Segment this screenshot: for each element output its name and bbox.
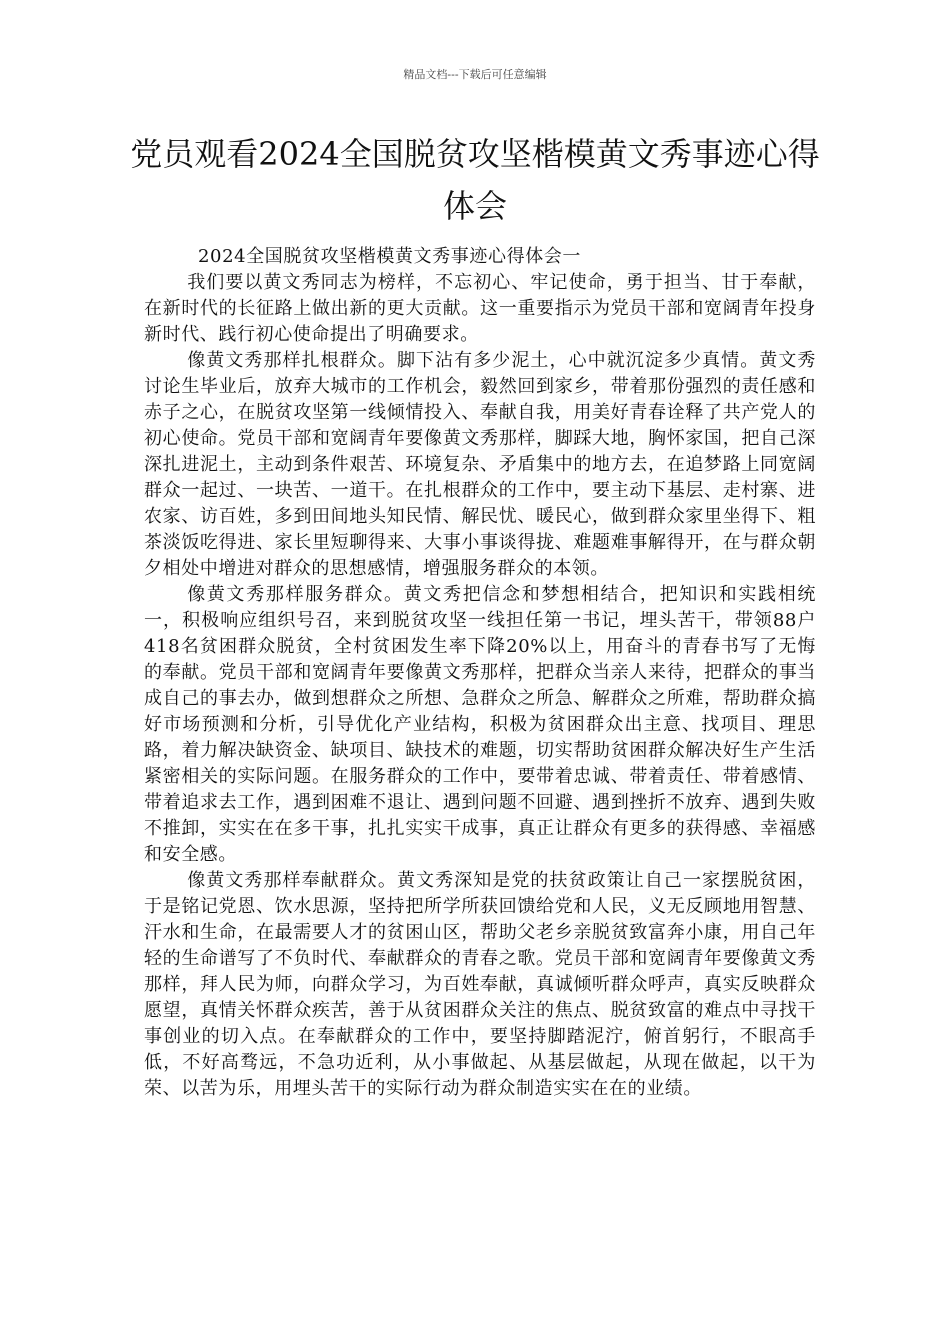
- paragraph-dedicate: 像黄文秀那样奉献群众。黄文秀深知是党的扶贫政策让自己一家摆脱贫困，于是铭记党恩、饮水思源，坚持把所学所获回馈给党和人民，义无反顾地用智慧、汗水和生命，在最需要人才的贫困山区，帮助父老乡亲脱贫致富奔小康，用自己年轻的生命谱写了不负时代、奉献群众的青春之歌。党员干部和宽阔青年要像黄文秀那样，拜人民为师，向群众学习，为百姓奉献，真诚倾听群众呼声，真实反映群众愿望，真情关怀群众疾苦，善于从贫困群众关注的焦点、脱贫致富的难点中寻找干事创业的切入点。在奉献群众的工作中，要坚持脚踏泥泞，俯首躬行，不眼高手低，不好高骛远，不急功近利，从小事做起、从基层做起，从现在做起，以干为荣、以苦为乐，用埋头苦干的实际行动为群众制造实实在在的业绩。: [144, 870, 816, 1099]
- document-title: 党员观看2024全国脱贫攻坚楷模黄文秀事迹心得体会: [130, 135, 820, 225]
- header-note: 精品文档---下载后可任意编辑: [403, 68, 547, 81]
- paragraph-intro: 我们要以黄文秀同志为榜样，不忘初心、牢记使命，勇于担当、甘于奉献，在新时代的长征路上做出新的更大贡献。这一重要指示为党员干部和宽阔青年投身新时代、践行初心使命提出了明确要求。: [144, 272, 816, 345]
- paragraph-serve: 像黄文秀那样服务群众。黄文秀把信念和梦想相结合，把知识和实践相统一，积极响应组织号召，来到脱贫攻坚一线担任第一书记，埋头苦干，带领88户418名贫困群众脱贫，全村贫困发生率下降20%以上，用奋斗的青春书写了无悔的奉献。党员干部和宽阔青年要像黄文秀那样，把群众当亲人来待，把群众的事当成自己的事去办，做到想群众之所想、急群众之所急、解群众之所难，帮助群众搞好市场预测和分析，引导优化产业结构，积极为贫困群众出主意、找项目、理思路，着力解决缺资金、缺项目、缺技术的难题，切实帮助贫困群众解决好生产生活紧密相关的实际问题。在服务群众的工作中，要带着忠诚、带着责任、带着感情、带着追求去工作，遇到困难不退让、遇到问题不回避、遇到挫折不放弃、遇到失败不推卸，实实在在多干事，扎扎实实干成事，真正让群众有更多的获得感、幸福感和安全感。: [144, 584, 816, 865]
- section-subtitle: 2024全国脱贫攻坚楷模黄文秀事迹心得体会一: [198, 246, 582, 267]
- document-body: [144, 244, 816, 1102]
- paragraph-rooted: 像黄文秀那样扎根群众。脚下沾有多少泥土，心中就沉淀多少真情。黄文秀讨论生毕业后，放弃大城市的工作机会，毅然回到家乡，带着那份强烈的责任感和赤子之心，在脱贫攻坚第一线倾情投入、奉献自我，用美好青春诠释了共产党人的初心使命。党员干部和宽阔青年要像黄文秀那样，脚踩大地，胸怀家国，把自己深深扎进泥土，主动到条件艰苦、环境复杂、矛盾集中的地方去，在追梦路上同宽阔群众一起过、一块苦、一道干。在扎根群众的工作中，要主动下基层、走村寨、进农家、访百姓，多到田间地头知民情、解民忧、暖民心，做到群众家里坐得下、粗茶淡饭吃得进、家长里短聊得来、大事小事谈得拢、难题难事解得开，在与群众朝夕相处中增进对群众的思想感情，增强服务群众的本领。: [144, 350, 816, 579]
